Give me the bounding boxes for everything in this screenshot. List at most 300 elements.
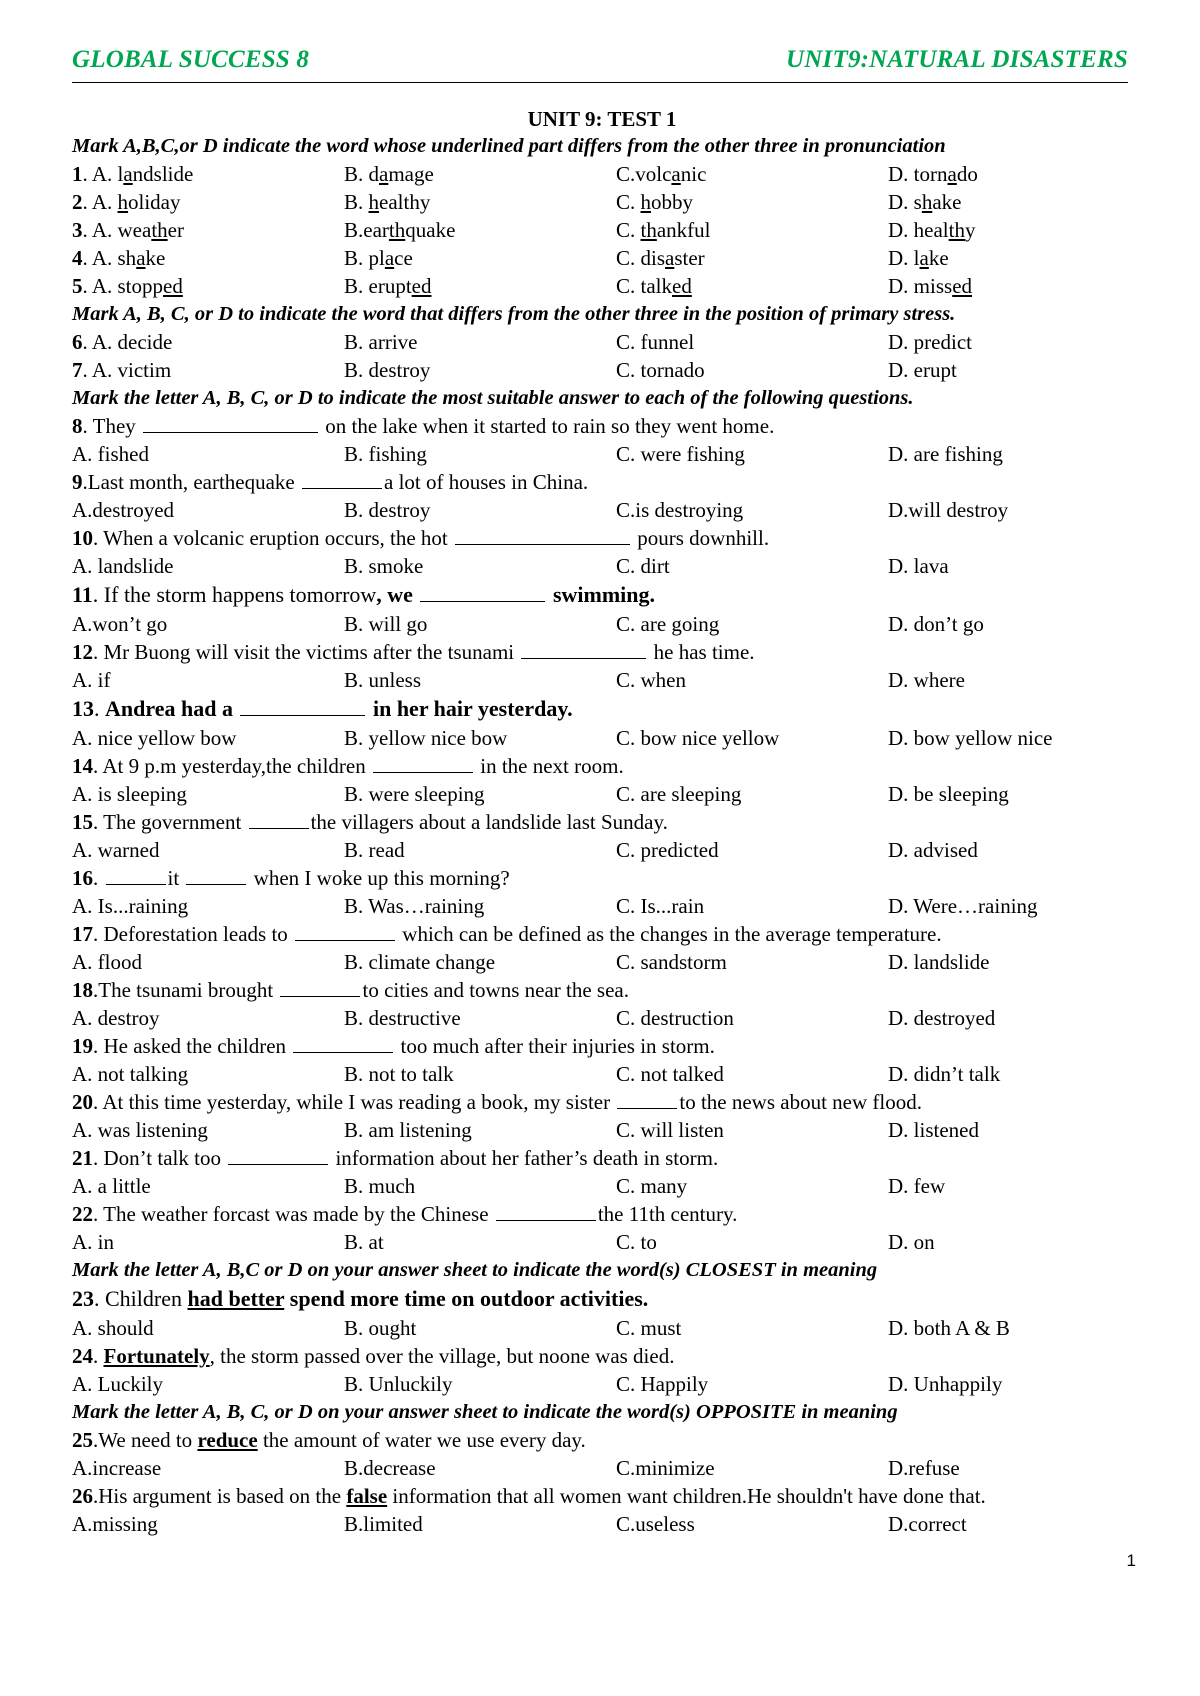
question-number: 1 — [72, 162, 83, 186]
question-number: 5 — [72, 274, 83, 298]
question-text: spend more time on outdoor activities. — [284, 1286, 649, 1311]
question-text: .His argument is based on the — [93, 1484, 347, 1508]
question-11 — [72, 580, 1132, 610]
question-text: . Deforestation leads to — [93, 922, 294, 946]
question-23 — [72, 1284, 1132, 1314]
option — [888, 356, 957, 384]
option: 4. A. shake — [72, 246, 166, 270]
option-b: B. were sleeping — [344, 782, 485, 806]
answer-blank — [228, 1146, 328, 1165]
option: 1. A. landslide — [72, 162, 194, 186]
option — [344, 272, 616, 300]
option — [616, 216, 888, 244]
question-text: which can be defined as the changes in the average temperature. — [397, 922, 942, 946]
instruction-multiple-choice: Mark the letter A, B, C, or D to indicate the most suitable answer to each of the following questions. — [72, 387, 914, 409]
option-a: A. fished — [72, 442, 149, 466]
underlined-phrase: false — [346, 1484, 388, 1508]
option — [616, 244, 888, 272]
underlined-letters: ed — [411, 274, 432, 298]
options-12 — [72, 666, 1132, 694]
options-17 — [72, 948, 1132, 976]
question-text: . Children — [94, 1286, 188, 1311]
option-c: C. to — [616, 1230, 657, 1254]
answer-blank — [420, 583, 545, 602]
option-a: A. warned — [72, 838, 160, 862]
question-number: 9 — [72, 470, 83, 494]
option-c: C. dirt — [616, 554, 670, 578]
option: 2. A. holiday — [72, 190, 181, 214]
question-12 — [72, 638, 1132, 666]
question-number: 2 — [72, 190, 83, 214]
option-text: ke — [928, 246, 949, 270]
instruction-opposite-meaning: Mark the letter A, B, C, or D on your answer sheet to indicate the word(s) OPPOSITE in meaning — [72, 1401, 898, 1423]
question-number: 25 — [72, 1428, 93, 1452]
option-b: B. smoke — [344, 554, 424, 578]
question-text: on the lake when it started to rain so they went home. — [320, 414, 775, 438]
option-text: B.ear — [344, 218, 389, 242]
option-text: ke — [145, 246, 166, 270]
underlined-letters: a — [136, 246, 146, 270]
options-25 — [72, 1454, 1132, 1482]
question-text: . The weather forcast was made by the Chinese — [93, 1202, 494, 1226]
option-a: A. Is...raining — [72, 894, 189, 918]
options-21 — [72, 1172, 1132, 1200]
option-a: A.won’t go — [72, 612, 168, 636]
underlined-letters: a — [379, 162, 389, 186]
option — [888, 188, 962, 216]
option-text: C. funnel — [616, 330, 695, 354]
option — [616, 272, 888, 300]
question-7 — [72, 356, 1132, 384]
option-text: y — [965, 218, 976, 242]
underlined-letters: th — [948, 218, 965, 242]
option-text: D. s — [888, 190, 922, 214]
option-text: C. talk — [616, 274, 672, 298]
underlined-letters: th — [151, 218, 168, 242]
option-b: B. will go — [344, 612, 428, 636]
question-number: 23 — [72, 1286, 94, 1311]
options-18 — [72, 1004, 1132, 1032]
underlined-letters: a — [947, 162, 957, 186]
option-c: C.useless — [616, 1512, 695, 1536]
question-text: . — [93, 866, 104, 890]
question-number: 17 — [72, 922, 93, 946]
underlined-letters: a — [665, 246, 675, 270]
question-1 — [72, 160, 1132, 188]
question-10 — [72, 524, 1132, 552]
question-number: 22 — [72, 1202, 93, 1226]
question-text: . — [94, 696, 105, 721]
answer-blank — [143, 414, 318, 433]
answer-blank — [280, 978, 360, 997]
options-19 — [72, 1060, 1132, 1088]
option-c: C. were fishing — [616, 442, 745, 466]
option-text: A. stopp — [91, 274, 164, 298]
option: 7. A. victim — [72, 358, 172, 382]
options-15 — [72, 836, 1132, 864]
option-c: C. not talked — [616, 1062, 724, 1086]
option-text: B. arrive — [344, 330, 418, 354]
underlined-letters: ed — [952, 274, 973, 298]
underlined-letters: ed — [672, 274, 692, 298]
option-text: er — [167, 218, 184, 242]
option-text: obby — [651, 190, 694, 214]
option-a: A. destroy — [72, 1006, 160, 1030]
option — [616, 160, 888, 188]
option-text: D. erupt — [888, 358, 957, 382]
question-text: . At 9 p.m yesterday,the children — [93, 754, 371, 778]
option-d: D. don’t go — [888, 612, 984, 636]
option — [616, 328, 888, 356]
question-text: . Don’t talk too — [93, 1146, 227, 1170]
question-25 — [72, 1426, 1132, 1454]
question-text: when I woke up this morning? — [248, 866, 510, 890]
question-number: 10 — [72, 526, 93, 550]
answer-blank — [455, 526, 630, 545]
question-16 — [72, 864, 1132, 892]
options-22 — [72, 1228, 1132, 1256]
option-c: C. must — [616, 1316, 682, 1340]
option: 6. A. decide — [72, 330, 173, 354]
answer-blank — [373, 754, 473, 773]
option-d: D.refuse — [888, 1456, 960, 1480]
option-a: A. should — [72, 1316, 154, 1340]
option-text: A. sh — [91, 246, 137, 270]
question-text: he has time. — [648, 640, 755, 664]
option-d: D. be sleeping — [888, 782, 1009, 806]
option-a: A. was listening — [72, 1118, 208, 1142]
question-number: 15 — [72, 810, 93, 834]
option-b: B. not to talk — [344, 1062, 454, 1086]
question-18 — [72, 976, 1132, 1004]
option-c: C. bow nice yellow — [616, 726, 780, 750]
question-number: 12 — [72, 640, 93, 664]
question-4 — [72, 244, 1132, 272]
question-number: 11 — [72, 582, 93, 607]
question-text: . Mr Buong will visit the victims after the tsunami — [93, 640, 520, 664]
question-number: 3 — [72, 218, 83, 242]
answer-blank — [295, 922, 395, 941]
question-text: , the storm passed over the village, but noone was died. — [209, 1344, 675, 1368]
option-text: ce — [394, 246, 413, 270]
test-content — [72, 106, 1132, 1538]
option: 5. A. stopped — [72, 274, 183, 298]
option-text: ster — [674, 246, 705, 270]
option — [344, 216, 616, 244]
option — [888, 272, 972, 300]
underlined-letters: a — [671, 162, 681, 186]
question-text: . He asked the children — [93, 1034, 292, 1058]
test-title: UNIT 9: TEST 1 — [527, 107, 677, 131]
question-number: 24 — [72, 1344, 93, 1368]
instruction-stress: Mark A, B, C, or D to indicate the word that differs from the other three in the position of primary stress. — [72, 303, 956, 325]
question-text: . If the storm happens tomorrow — [92, 582, 377, 607]
underlined-phrase: had better — [187, 1286, 285, 1311]
underlined-letters: a — [919, 246, 929, 270]
option-c: C.minimize — [616, 1456, 715, 1480]
options-24 — [72, 1370, 1132, 1398]
option — [344, 328, 616, 356]
option-b: B. much — [344, 1174, 416, 1198]
option-d: D. destroyed — [888, 1006, 996, 1030]
options-23 — [72, 1314, 1132, 1342]
option-text: ealthy — [379, 190, 431, 214]
question-text: the 11th century. — [597, 1202, 738, 1226]
option-text: C. — [616, 190, 641, 214]
options-13 — [72, 724, 1132, 752]
option — [344, 356, 616, 384]
option-a: A. nice yellow bow — [72, 726, 237, 750]
option-b: B. destroy — [344, 498, 431, 522]
answer-blank — [496, 1202, 596, 1221]
question-number: 4 — [72, 246, 83, 270]
options-16 — [72, 892, 1132, 920]
question-2 — [72, 188, 1132, 216]
question-3 — [72, 216, 1132, 244]
option-c: C. are going — [616, 612, 720, 636]
question-text: Andrea had a — [105, 696, 239, 721]
option-c: C. many — [616, 1174, 688, 1198]
question-text: too much after their injuries in storm. — [395, 1034, 715, 1058]
option-text: C. dis — [616, 246, 666, 270]
question-text: to the news about new flood. — [679, 1090, 922, 1114]
underlined-letters: ed — [163, 274, 183, 298]
option-text: D. heal — [888, 218, 949, 242]
question-number: 20 — [72, 1090, 93, 1114]
option-c: C. Happily — [616, 1372, 709, 1396]
option-a: A. in — [72, 1230, 114, 1254]
question-text: , we — [376, 582, 419, 607]
option-d: D. advised — [888, 838, 978, 862]
option-d: D. where — [888, 668, 965, 692]
question-text: in her hair yesterday. — [367, 696, 573, 721]
option-text: A. wea — [91, 218, 152, 242]
options-11 — [72, 610, 1132, 638]
pronunciation-questions — [72, 160, 1132, 300]
question-text: .Last month, earthequake — [82, 470, 301, 494]
underlined-letters: th — [640, 218, 657, 242]
question-number: 7 — [72, 358, 83, 382]
option-b: B. fishing — [344, 442, 427, 466]
question-text: a lot of houses in China. — [384, 470, 589, 494]
option — [888, 328, 972, 356]
option — [344, 188, 616, 216]
option-a: A. a little — [72, 1174, 151, 1198]
option-c: C. destruction — [616, 1006, 734, 1030]
question-number: 21 — [72, 1146, 93, 1170]
option — [888, 160, 978, 188]
option-text: ankful — [656, 218, 711, 242]
question-17 — [72, 920, 1132, 948]
option — [344, 244, 616, 272]
option-b: B. yellow nice bow — [344, 726, 508, 750]
option-b: B. unless — [344, 668, 422, 692]
question-26 — [72, 1482, 1132, 1510]
question-text: the villagers about a landslide last Sunday. — [310, 810, 668, 834]
question-text: information about her father’s death in storm. — [330, 1146, 719, 1170]
option-c: C.is destroying — [616, 498, 744, 522]
option-b: B.decrease — [344, 1456, 436, 1480]
option-b: B. Was…raining — [344, 894, 485, 918]
page-header — [72, 46, 1128, 83]
option-text: D. miss — [888, 274, 953, 298]
option-b: B. Unluckily — [344, 1372, 453, 1396]
option-text: B. destroy — [344, 358, 431, 382]
option-d: D. didn’t talk — [888, 1062, 1001, 1086]
option-text: A. decide — [91, 330, 173, 354]
option-a: A. Luckily — [72, 1372, 163, 1396]
question-9 — [72, 468, 1132, 496]
question-5 — [72, 272, 1132, 300]
answer-blank — [106, 866, 166, 885]
option-d: D. on — [888, 1230, 935, 1254]
option-text: B. d — [344, 162, 380, 186]
question-text: .We need to — [93, 1428, 198, 1452]
question-text: to cities and towns near the sea. — [362, 978, 629, 1002]
option — [616, 188, 888, 216]
underlined-letters: a — [123, 162, 133, 186]
option-a: A. landslide — [72, 554, 174, 578]
options-8 — [72, 440, 1132, 468]
option-a: A.increase — [72, 1456, 162, 1480]
question-number: 6 — [72, 330, 83, 354]
underlined-phrase: Fortunately — [103, 1344, 210, 1368]
question-text: the amount of water we use every day. — [257, 1428, 586, 1452]
underlined-letters: h — [640, 190, 652, 214]
option-text: B. erupt — [344, 274, 412, 298]
question-number: 14 — [72, 754, 93, 778]
question-text: . The government — [93, 810, 247, 834]
question-number: 18 — [72, 978, 93, 1002]
question-text: in the next room. — [474, 754, 624, 778]
option-d: D. few — [888, 1174, 946, 1198]
option-c: C. are sleeping — [616, 782, 742, 806]
option-a: A.destroyed — [72, 498, 175, 522]
option — [616, 356, 888, 384]
option-text: quake — [405, 218, 456, 242]
option-c: C. predicted — [616, 838, 719, 862]
question-text: . They — [82, 414, 142, 438]
option-b: B. destructive — [344, 1006, 461, 1030]
question-20 — [72, 1088, 1132, 1116]
option-text: oliday — [128, 190, 181, 214]
question-6 — [72, 328, 1132, 356]
question-number: 26 — [72, 1484, 93, 1508]
option-text: do — [956, 162, 978, 186]
option-d: D. Were…raining — [888, 894, 1038, 918]
answer-blank — [617, 1090, 677, 1109]
option-d: D. both A & B — [888, 1316, 1010, 1340]
question-text: information that all women want children.He shouldn't have done that. — [387, 1484, 986, 1508]
option-c: C. Is...rain — [616, 894, 705, 918]
question-text: . At this time yesterday, while I was reading a book, my sister — [93, 1090, 616, 1114]
question-24 — [72, 1342, 1132, 1370]
option-b: B. at — [344, 1230, 384, 1254]
option-d: D. Unhappily — [888, 1372, 1003, 1396]
options-9 — [72, 496, 1132, 524]
answer-blank — [249, 810, 309, 829]
options-10 — [72, 552, 1132, 580]
question-14 — [72, 752, 1132, 780]
stress-questions — [72, 328, 1132, 384]
header-course-title: GLOBAL SUCCESS 8 — [72, 46, 310, 73]
option-a: A. is sleeping — [72, 782, 187, 806]
option-a: A. not talking — [72, 1062, 189, 1086]
underlined-letters: th — [388, 218, 406, 242]
question-text: swimming. — [547, 582, 656, 607]
question-8 — [72, 412, 1132, 440]
option-b: B.limited — [344, 1512, 423, 1536]
option-d: D. bow yellow nice — [888, 726, 1053, 750]
option-text: ake — [932, 190, 962, 214]
option — [888, 244, 949, 272]
option-d: D. listened — [888, 1118, 979, 1142]
question-text: it — [167, 866, 185, 890]
option-text: C.volc — [616, 162, 672, 186]
underlined-phrase: reduce — [197, 1428, 258, 1452]
option-d: D. lava — [888, 554, 949, 578]
underlined-letters: a — [384, 246, 395, 270]
option-c: C. will listen — [616, 1118, 724, 1142]
option-b: B. climate change — [344, 950, 496, 974]
underlined-letters: h — [368, 190, 380, 214]
option-a: A. if — [72, 668, 111, 692]
options-20 — [72, 1116, 1132, 1144]
option-text: C. tornado — [616, 358, 705, 382]
option-b: B. ought — [344, 1316, 417, 1340]
question-number: 13 — [72, 696, 94, 721]
option-text: mage — [388, 162, 434, 186]
option-text: C. — [616, 218, 641, 242]
option-b: B. read — [344, 838, 405, 862]
option-text: B. — [344, 190, 369, 214]
page-number: 1 — [1126, 1551, 1136, 1570]
option-text: ndslide — [132, 162, 194, 186]
option: 3. A. weather — [72, 218, 184, 242]
answer-blank — [521, 640, 646, 659]
answer-blank — [186, 866, 246, 885]
option-text: nic — [680, 162, 707, 186]
instruction-pronunciation: Mark A,B,C,or D indicate the word whose underlined part differs from the other three in pronunciation — [72, 135, 946, 157]
option-text: A. l — [91, 162, 124, 186]
option-d: D.will destroy — [888, 498, 1009, 522]
underlined-letters: h — [921, 190, 933, 214]
answer-blank — [302, 470, 382, 489]
question-19 — [72, 1032, 1132, 1060]
question-number: 19 — [72, 1034, 93, 1058]
option-d: D. landslide — [888, 950, 990, 974]
question-text: .The tsunami brought — [93, 978, 279, 1002]
option-b: B. am listening — [344, 1118, 472, 1142]
question-text: . When a volcanic eruption occurs, the hot — [93, 526, 453, 550]
underlined-letters: h — [117, 190, 129, 214]
option-a: A.missing — [72, 1512, 158, 1536]
header-unit-title: UNIT9:NATURAL DISASTERS — [786, 46, 1128, 73]
question-text: . — [93, 1344, 104, 1368]
question-22 — [72, 1200, 1132, 1228]
question-number: 8 — [72, 414, 83, 438]
option-d: D.correct — [888, 1512, 967, 1536]
option — [344, 160, 616, 188]
question-15 — [72, 808, 1132, 836]
option-d: D. are fishing — [888, 442, 1003, 466]
question-13 — [72, 694, 1132, 724]
options-14 — [72, 780, 1132, 808]
answer-blank — [293, 1034, 393, 1053]
question-text: pours downhill. — [632, 526, 770, 550]
option-text: A. — [91, 190, 118, 214]
answer-blank — [240, 697, 365, 716]
